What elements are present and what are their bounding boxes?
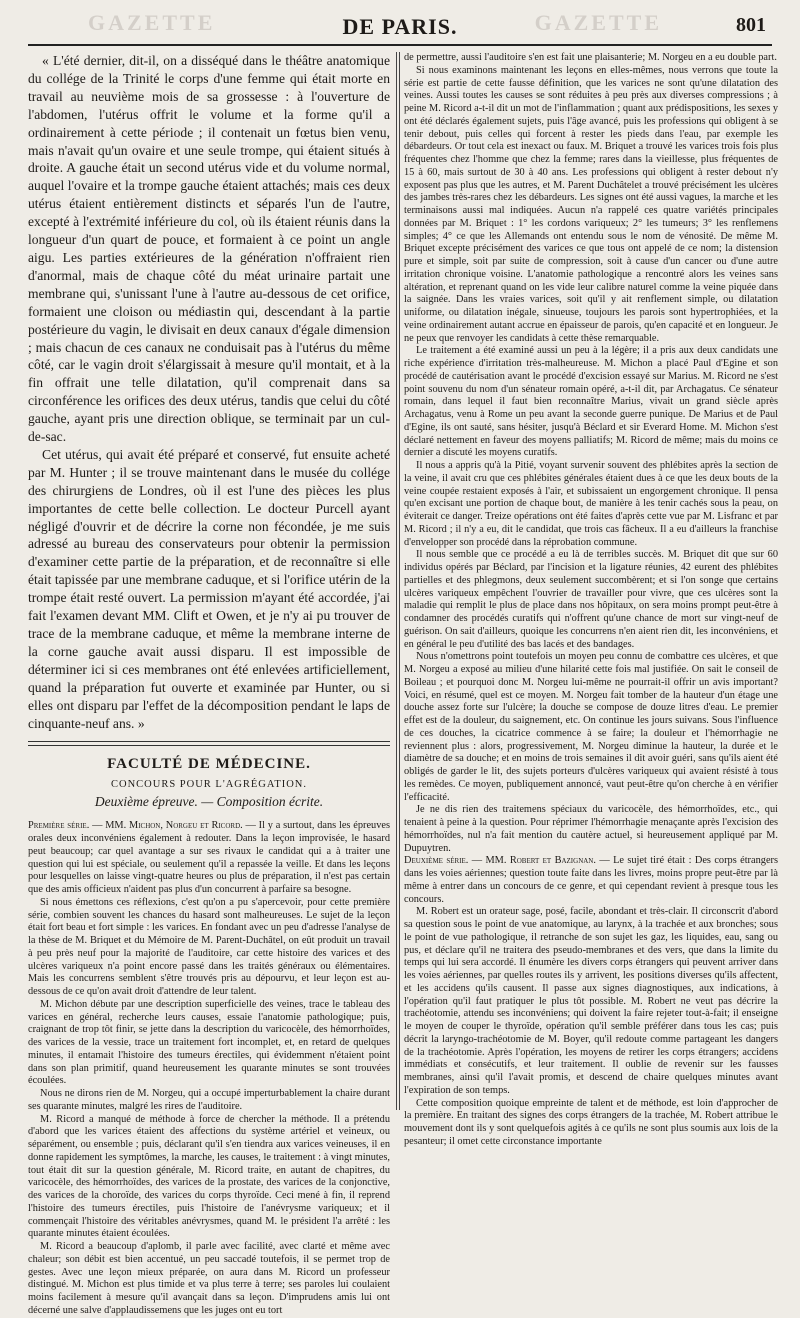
body-paragraph: M. Ricord a beaucoup d'aplomb, il parle avec facilité, avec clarté et même avec chaleur; son débit est bien accentué, un peu saccadé toutefois, il se permet trop de gestes. Avec une leçon mieux préparée, on aura dans M. Ricord un professeur distingué. M. Michon est plus timide et va plus terre à terre; ses paroles lui coulaient moins facilement à mesure qu'il avançait dans sa leçon. D'imprudens amis lui ont décerné une salve d'applaudissemens que les juges ont eu tort xyxy=(28,1241,390,1316)
ghost-text-right: GAZETTE xyxy=(534,10,662,35)
body-paragraph: M. Michon débute par une description superficielle des veines, trace le tableau des varices en général, recherche leurs causes, essaie l'anatomie pathologique; puis, craignant de trop tôt finir, se jette dans la description du varicocèle, des hémorrhoïdes, des varices de la vessie, trace un traitement fort incomplet, et, en retard de quelques minutes, il entamait l'histoire des tumeurs érectiles, qui évidemment n'étaient point dans son plan primitif, quand heureusement les quarante minutes se sont trouvées écoulées. xyxy=(28,998,390,1087)
body-paragraph: Cette composition quoique empreinte de talent et de méthode, est loin d'approcher de la première. En traitant des signes des corps étrangers de la trachée, M. Robert attribue le mouvement dont ils y sont quelquefois agités à ce qu'ils ne sont plus soumis aux lois de la pesanteur; il omet cette circonstance importante xyxy=(404,1097,778,1147)
body-paragraph: Il nous semble que ce procédé a eu là de terribles succès. M. Briquet dit que sur 60 individus opérés par Béclard, par l'incision et la ligature réunies, 42 eurent des phlébites partielles et des phlegmons, deux seulement succombèrent; et si l'on songe que certains ulcères variqueux empêchent l'ouvrier de travailler pour vivre, que ces ulcères sont la maladie qui remplit le plus de place dans nos hôpitaux, on sera moins prompt peut-être à condamner des procédés curatifs qui n'offrent qu'une chance de mort sur vingt-neuf de guérison. On sait d'ailleurs, quoique les concurrens n'en aient rien dit, les inconvéniens, et en général le peu d'utilité des bas lacés et des bandages. xyxy=(404,549,778,650)
body-paragraph: Je ne dis rien des traitemens spéciaux du varicocèle, des hémorrhoïdes, etc., qui tenaient à peine à la question. Pour réprimer l'hémorrhagie menaçante après l'excision des hémorrhoïdes, nul n'a fait mention du cautère actuel, si heureusement appliqué par M. Dupuytren. xyxy=(404,804,778,854)
serie-label: Deuxième série. xyxy=(404,855,469,867)
section-divider xyxy=(28,745,390,746)
section-subtitle: CONCOURS POUR L'AGRÉGATION. xyxy=(110,779,308,791)
page-header xyxy=(28,0,772,46)
ghost-text-left: GAZETTE xyxy=(88,10,216,35)
body-paragraph: de permettre, aussi l'auditoire s'en est fait une plaisanterie; M. Norgeu en a eu double part. xyxy=(404,52,777,63)
page-number: 801 xyxy=(736,14,766,36)
body-paragraph: Le traitement a été examiné aussi un peu à la légère; il a pris aux deux candidats une riche expérience d'irritation très-malheureuse. M. Michon a placé Paul d'Egine et son procédé de cautérisation avant le procédé d'excision essayé sur Marius. M. Ricord ne s'est point souvenu du nom d'un sénateur romain opéré, a-t-il dit, par Archagatus. Ce sénateur romain, dans lequel il faut bien reconnaître Marius, vivait un grand siècle après Archagatus, venu à Rome un peu avant la seconde guerre punique. De Marius et de Paul d'Egine, ils ont sauté, sans hésiter, jusqu'à Béclard et sir Everard Home. M. Michon s'est déclaré nettement en faveur des moyens palliatifs; M. Ricord de même; mais du moins ce dernier a discuté les moyens curatifs. xyxy=(404,345,778,459)
serie-paragraph xyxy=(404,855,778,906)
quote-paragraph: « L'été dernier, dit-il, on a disséqué dans le théâtre anatomique du collége de la Trinité le corps d'une femme qui était morte en travail au neuvième mois de sa grossesse : à l'ouverture de l'abdomen, l'utérus offrit le volume et la forme qu'il a ordinairement à cette période ; il contenait un fœtus bien venu, mais n'avait qu'un ovaire et une seule trompe, qui étaient situés à droite. A gauche était un second utérus vide et du volume normal, auquel l'ovaire et la trompe gauche étaient attachés; mais ces deux utérus étaient entièrement distincts et séparés l'un de l'autre, excepté à l'extrémité inférieure du col, où ils étaient réunis dans la longueur d'un quart de pouce, et formaient à ce point un angle aigu. Les parties extérieures de la génération n'offraient rien d'anormal, mais de chaque côté du méat urinaire partait une membrane qui, s'unissant l'une à l'autre au-dessous de cet orifice, formaient une cloison ou médiastin qui, descendant à la partie postérieure du vagin, le divisait en deux canaux d'égale dimension ; mais chacun de ces canaux ne conduisait pas à l'utérus du même côté, car le vagin droit s'élargissait à mesure qu'il montait, et à la fin offrait une telle dilatation, qu'il comprenait dans sa circonférence les orifices des deux utérus, tandis que celui du côté gauche, ayant pris une direction oblique, se terminait par un cul-de-sac. xyxy=(28,53,390,445)
serie-names: — MM. Robert et Bazignan. xyxy=(471,855,596,867)
columns xyxy=(28,52,779,1316)
column-rule xyxy=(399,52,400,1110)
serie-names: — MM. Michon, Norgeu et Ricord. xyxy=(92,820,243,832)
body-paragraph: Nous ne dirons rien de M. Norgeu, qui a occupé imperturbablement la chaire durant ses quarante minutes, malgré les rires de l'auditoire. xyxy=(28,1088,390,1112)
right-column xyxy=(404,52,779,1147)
body-paragraph: Nous n'omettrons point toutefois un moyen peu connu de combattre ces ulcères, et que M. Norgeu a exposé au milieu d'une hilarité cette fois mal justifiée. On sait le conseil de Boileau ; et pourquoi donc M. Norgeu lui-même ne pourrait-il offrir un avis important? Voici, en résumé, quel est ce moyen. M. Norgeu fait tomber de la hauteur d'un étage une douche assez forte sur l'ulcère; la douche se compose de douze litres d'eau. Le premier effet est de la douleur, du saignement, etc. On continue les jours suivans. Sous l'influence de ces douches, la cicatrice commence à se faire; la douleur et l'hémorrhagie ne reviennent plus : alors, progressivement, M. Norgeu diminue la hauteur, la durée et le diamètre de sa douche; et en moins de trois semaines il dit avoir guéri, sans qu'ils aient été obligés de garder le lit, des sujets porteurs d'ulcères variqueux qui avaient résisté à tous les remèdes. Ce moyen, publiquement annoncé, vaut peut-être qu'on cherche à en vérifier l'efficacité. xyxy=(404,651,778,803)
column-rule xyxy=(396,52,397,1110)
section-title: FACULTÉ DE MÉDECINE. xyxy=(107,756,311,773)
section-divider xyxy=(28,741,390,742)
left-column xyxy=(28,52,390,1316)
quote-paragraph: Cet utérus, qui avait été préparé et conservé, fut ensuite acheté par M. Hunter ; il se trouve maintenant dans le musée du collége des chirurgiens de Londres, où il est l'une des pièces les plus importantes de cette belle collection. Le docteur Purcell ayant négligé d'ouvrir et de décrire la corne non fécondée, je me suis adressé au bureau des conservateurs pour obtenir la permission d'examiner cette partie de la préparation, et de reconnaître si elle était tapissée par une membrane caduque, et si l'orifice utérin de la trompe était resté ouvert. La permission m'ayant été accordée, j'ai fait l'examen devant MM. Clift et Owen, et je n'y ai pu trouver de trace de la membrane caduque, et même la membrane interne de la corne gauche avait aussi disparu. Il est impossible de déterminer ici si ces membranes ont été enlevées artificiellement, quand la préparation fut ouverte et examinée par Hunter, ou si elles ont disparu par l'effet de la décomposition pendant le laps de cinquante-neuf ans. » xyxy=(28,446,390,731)
serie-paragraph xyxy=(28,820,390,897)
page-title: DE PARIS. xyxy=(342,14,458,39)
serie-label: Première série. xyxy=(28,820,90,832)
section-epreuve: Deuxième épreuve. — Composition écrite. xyxy=(94,794,324,810)
body-paragraph: M. Ricord a manqué de méthode à force de chercher la méthode. Il a prétendu d'abord que les varices étaient des affections du système artériel et veineux, ou séparément, ou ensemble ; puis, déclarant qu'il s'en tiendra aux varices veineuses, il en donne rapidement les symptômes, la marche, les causes, le traitement : à vingt minutes, tout était dit sur la question générale, M. Ricord traite, en autant de chapitres, du varicocèle, des hémorrhoïdes, des varices de la prostate, des varices de la conjonctive, des varices de la choroïde, des varices du corps thyroïde. Ceci mené à fin, il reprend l'histoire des tumeurs érectiles, puis l'histoire de l'anévrysme variqueux; et il commençait l'histoire des véritables anévrysmes, quand M. le président l'a arrêté : les quarante minutes étaient écoulées. xyxy=(28,1113,390,1240)
serie-text: — Il y a surtout, dans les épreuves orales deux inconvéniens également à redouter. Dans la leçon improvisée, le hasard peut beaucoup; car quel avantage a sur ses rivaux le candidat qui a à traiter une question qui lui est spéciale, ou seulement qu'il a repassée la veille. Et dans les leçons pour lesquelles on laisse vingt-quatre heures ou plus de préparation, il n'est pas certain que des amis officieux n'aident pas plus d'un concurrent à parfaire sa besogne. xyxy=(28,820,390,896)
body-paragraph: Si nous émettons ces réflexions, c'est qu'on a pu s'apercevoir, pour cette première série, combien souvent les chances du hasard sont malheureuses. Le sujet de la leçon était fort beau et fort simple : les varices. En fondant avec un peu d'adresse l'analyse de la thèse de M. Briquet et du Mémoire de M. Parent-Duchâtel, on eût produit un travail à peu près neuf pour la majorité de l'auditoire, car cette histoire des varices et des ulcères variqueux n'a point encore passé dans les traités généraux ou élémentaires. Mais les concurrens semblent s'être trouvés pris au dépourvu, et leur leçon est au-dessous de ce qu'on avait droit d'attendre de leur talent. xyxy=(28,896,390,998)
serie-text: — Le sujet tiré était : Des corps étrangers dans les voies aériennes; question toute faite dans les livres, moins propre peut-être par là même à entrer dans un concours de ce genre, et qui cependant revient à presque tous les concours. xyxy=(404,855,779,905)
body-paragraph: Il nous a appris qu'à la Pitié, voyant survenir souvent des phlébites après la section de la veine, il avait cru que ces phlébites générales étaient dues à ce que les deux bouts de la veine coupée restaient exposés à l'air, et subissaient un engorgement chronique. Il pensa qu'en excisant une portion de chaque bout, de manière à les tenir cachés sous la peau, on éviterait ce danger. Treize opérations ont été faites d'après cette vue par M. Lisfranc et par M. Ricord ; il n'y a eu, dit le candidat, que trois cas fâcheux. Il a eu d'ailleurs la franchise d'envelopper son procédé dans la réprobation commune. xyxy=(404,460,778,548)
body-paragraph: Si nous examinons maintenant les leçons en elles-mêmes, nous verrons que toute la série est partie de cette fausse définition, que les varices ne sont qu'une dilatation des veines. Aussi toutes les causes se sont réduites à peu près aux diverses compressions ; à peine M. Ricord a-t-il dit un mot de l'inflammation ; quant aux prédispositions, les sexes y ont été déclarés également sujets, puis l'âge avancé, puis les professions qui obligent à se tenir debout, puis celles qui forcent à rester les pieds dans l'eau, par exemple les débardeurs. Or tout cela est inexact ou faux. M. Briquet a trouvé les varices trois fois plus fréquentes chez l'homme que chez la femme; rares dans la vieillesse, plus fréquentes de 15 à 60, mais surtout de 30 à 40 ans. Les professions qui obligent à rester debout n'y exposent pas plus que les autres, et M. Parent Duchâtelet a trouvé précisément les ulcères des jambes très-rares chez les débardeurs. Les signes ont été aussi vagues, la marche et les terminaisons aussi mal indiquées. Aucun n'a rappelé ces quatre variétés principales données par M. Briquet : 1° les cordons variqueux; 2° les tumeurs; 3° les renflemens simples; 4° ce que les Allemands ont entendu sous le nom de vénosité. De même M. Briquet excepte précisément des varices ce que tous ont appelé de ce nom; la distension pure et simple, soit par suite de compression, soit à cause d'un cancer ou d'une autre irritation chronique voisine. L'anatomie pathologique a rencontré alors les veines sans altération, et reprenant quand on les vide leur calibre naturel comme la veine piquée dans la saignée. Dans les vraies varices, soit qu'il y ait renflement simple, ou dilatation uniforme, ou dilatation inégale, sinueuse, toujours les parois sont hypertrophiées, et la veine ordinairement autant accrue en épaisseur de parois, qu'en capacité et en longueur. Je ne peux que renvoyer les candidats à cette thèse remarquable. xyxy=(404,64,778,344)
body-paragraph: M. Robert est un orateur sage, posé, facile, abondant et très-clair. Il circonscrit d'abord sa question sous le point de vue anatomique, au larynx, à la trachée et aux bronches; sous le point de vue pathologique, il retranche de son sujet les gaz, les liquides, eau, sang ou pus, et déclare qu'il ne traitera des pseudo-membranes et des vers, que dans la limite du temps qui lui sera accordé. Il énumère les divers corps étrangers qui peuvent arriver dans les voies aériennes, par quelles routes ils y arrivent, les positions diverses qu'ils affectent, et les accidens qu'ils causent. Il passe aux signes diagnostiques, aux indications, à l'opération qu'il faut pratiquer le plus tôt possible. M. Robert ne veut pas décrire la trachéotomie, attendu ses inconvéniens; qui doivent la faire rejeter tout-à-fait; il enseigne le moyen de couper le thyroïde, opération qu'il semble préférer dans tous les cas; puis décrit la laryngo-trachéotomie de M. Boyer, qu'il redoute comme partageant les dangers de la trachéotomie. Après l'opération, les moyens de retirer les corps étrangers; accidens immédiats et consécutifs, et leur traitement. Il oublie de revenir sur les fausses membranes, ainsi qu'il l'avait promis, et descend de chaire quelques minutes avant l'expiration de son temps. xyxy=(404,906,778,1096)
